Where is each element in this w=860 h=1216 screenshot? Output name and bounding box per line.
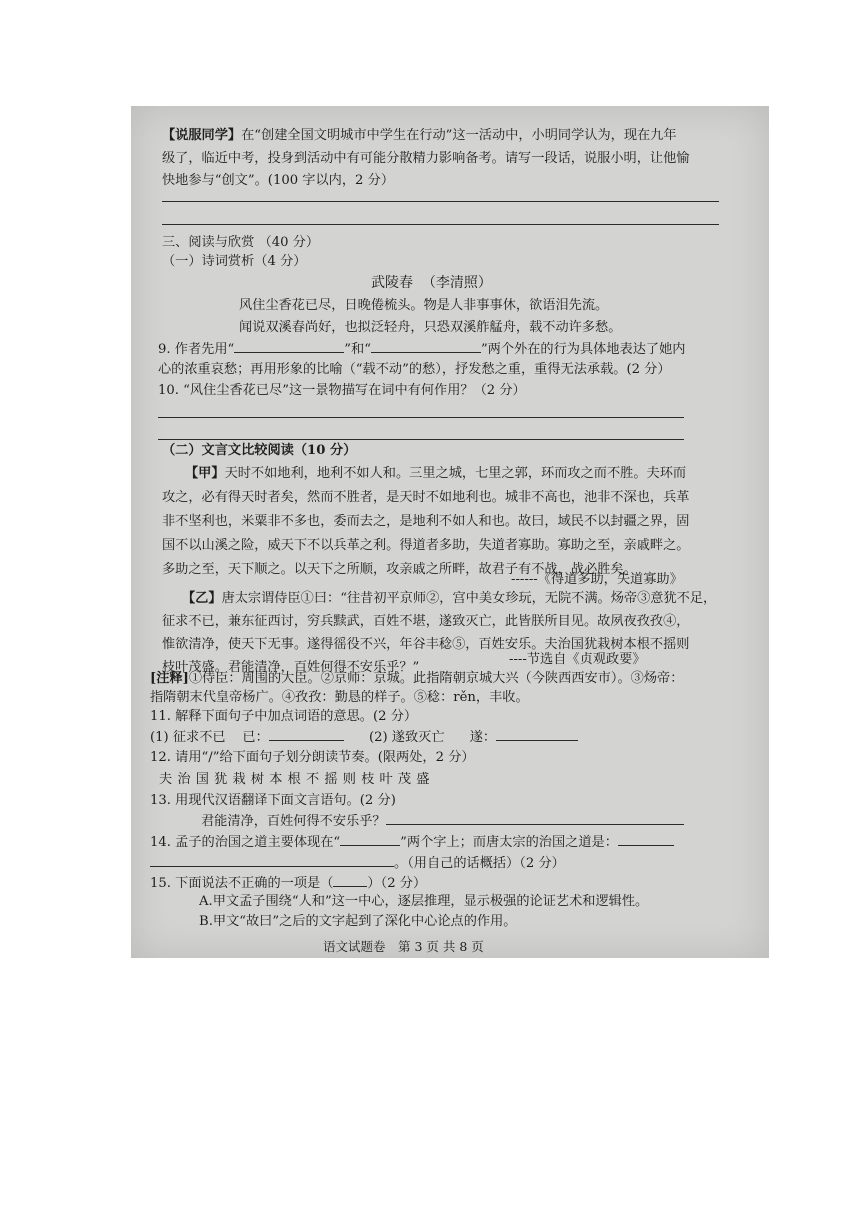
q15-stem: 15. 下面说法不正确的一项是（ xyxy=(150,876,334,891)
subsection-heading: （一）诗词赏析（4 分） xyxy=(162,254,307,269)
q11-blank-1[interactable] xyxy=(269,727,344,741)
yi-label: 【乙】 xyxy=(182,591,222,606)
q14-blank-2[interactable] xyxy=(618,832,674,846)
q9-text-b: ”和“ xyxy=(344,342,371,357)
q11-item-2-word: 遂： xyxy=(469,730,497,745)
jia-label: 【甲】 xyxy=(185,466,225,481)
jia-line-5: 多助之至，天下顺之。以天下之所顺，攻亲戚之所畔，故君子有不战，战必胜矣。 xyxy=(162,562,637,577)
persuade-label: 【说服同学】 xyxy=(162,128,242,143)
page-footer: 语文试题卷 第 3 页 共 8 页 xyxy=(323,939,484,954)
q15-stem-2: ）（2 分） xyxy=(367,876,427,891)
q9-blank-1[interactable] xyxy=(234,339,344,353)
jia-text-1: 天时不如地利，地利不如人和。三里之城，七里之郭，环而攻之而不胜。夫环而 xyxy=(224,466,687,481)
poem-title: 武陵春 xyxy=(371,275,413,291)
question-12: 12. 请用“/”给下面句子划分朗读节奏。(限两处，2 分） xyxy=(150,750,475,765)
answer-line[interactable] xyxy=(158,439,684,440)
q14-text-b: ”两个字上；而唐太宗的治国之道是： xyxy=(400,835,618,850)
yi-line-3: 惟欲清净，使天下无事。遂得徭役不兴，年谷丰稔⑤，百姓安乐。夫治国犹栽树本根不摇则 xyxy=(162,637,690,652)
yi-text-1: 唐太宗谓侍臣①曰：“往昔初平京师②，宫中美女珍玩，无院不满。炀帝③意犹不足， xyxy=(221,591,717,606)
question-13-sentence xyxy=(201,811,684,831)
question-9-line-2: 心的浓重哀愁；再用形象的比喻（“载不动”的愁），抒发愁之重，重得无法承载。(2 分） xyxy=(158,362,671,377)
exam-page xyxy=(131,106,769,958)
answer-line[interactable] xyxy=(158,417,684,418)
question-11: 11. 解释下面句子中加点词语的意思。(2 分） xyxy=(150,709,418,724)
jia-line-2: 攻之，必有得天时者矣，然而不胜者，是天时不如地利也。城非不高也，池非不深也，兵革 xyxy=(162,490,690,505)
poem-author: （李清照） xyxy=(421,275,492,291)
q13-sentence-text: 君能清净，百姓何得不安乐乎？ xyxy=(201,814,386,829)
yi-line-2: 征求不已，兼东征西讨，穷兵黩武，百姓不堪，遂致灭亡，此皆朕所目见。故夙夜孜孜④， xyxy=(162,614,690,629)
question-15 xyxy=(150,873,426,893)
q15-option-a: A.甲文孟子围绕“人和”这一中心，逐层推理，显示极强的论证艺术和逻辑性。 xyxy=(199,894,649,909)
q14-blank-1[interactable] xyxy=(340,832,400,846)
question-14-line-2 xyxy=(150,853,565,873)
q9-text-a: 9. 作者先用“ xyxy=(158,342,235,357)
q9-text-c: ”两个外在的行为具体地表达了她内 xyxy=(480,342,686,357)
q11-item-1-word: 已： xyxy=(242,730,269,745)
poem-line-1: 风住尘香花已尽，日晚倦梳头。物是人非事事休，欲语泪先流。 xyxy=(239,298,609,313)
subsection-heading-2: （二）文言文比较阅读（10 分） xyxy=(162,443,357,458)
q9-blank-2[interactable] xyxy=(371,339,481,353)
yi-line-4: 枝叶茂盛。君能清净，百姓何得不安乐乎？” xyxy=(162,660,420,675)
q11-blank-2[interactable] xyxy=(496,727,578,741)
yi-line-1 xyxy=(182,590,716,608)
q13-answer-blank[interactable] xyxy=(386,811,684,825)
jia-line-4: 国不以山溪之险，威天下不以兵革之利。得道者多助，失道者寡助。寡助之至，亲戚畔之。 xyxy=(162,538,690,553)
question-9 xyxy=(158,339,686,359)
question-10: 10. “风住尘香花已尽”这一景物描写在词中有何作用？（2 分） xyxy=(158,383,526,398)
q11-item-2: (2) 遂致灭亡 xyxy=(368,730,445,745)
answer-line[interactable] xyxy=(162,201,719,202)
persuade-text-1: 在“创建全国文明城市中学生在行动”这一活动中，小明同学认为，现在九年 xyxy=(241,128,677,143)
notes-line-1 xyxy=(150,670,683,688)
question-12-sentence: 夫 治 国 犹 栽 树 本 根 不 摇 则 枝 叶 茂 盛 xyxy=(159,772,430,787)
poem-line-2: 闻说双溪春尚好，也拟泛轻舟，只恐双溪舴艋舟，载不动许多愁。 xyxy=(239,320,622,335)
q15-answer-blank[interactable] xyxy=(333,873,367,887)
notes-line-2: 指隋朝末代皇帝杨广。④孜孜：勤恳的样子。⑤稔：rěn，丰收。 xyxy=(150,690,529,705)
jia-source: ------《得道多助，失道寡助》 xyxy=(511,572,683,587)
persuade-line-1 xyxy=(162,127,677,145)
jia-line-1 xyxy=(185,465,686,483)
jia-line-3: 非不坚利也，米粟非不多也，委而去之，是地利不如人和也。故曰，域民不以封疆之界，固 xyxy=(162,514,690,529)
answer-line[interactable] xyxy=(162,224,719,225)
q14-tail: 。（用自己的话概括）（2 分） xyxy=(394,856,565,871)
notes-label: [注释] xyxy=(150,671,189,686)
q14-text-a: 14. 孟子的治国之道主要体现在“ xyxy=(150,835,341,850)
question-13: 13. 用现代汉语翻译下面文言语句。(2 分) xyxy=(150,793,396,808)
notes-text-1: ①侍臣：周围的大臣。②京师：京城。此指隋朝京城大兴（今陕西西安市）。③炀帝： xyxy=(188,671,684,686)
q11-item-1: (1) 征求不已 xyxy=(150,730,226,745)
persuade-line-3: 快地参与“创文”。(100 字以内，2 分） xyxy=(162,173,395,188)
question-11-items xyxy=(150,727,578,747)
question-14 xyxy=(150,832,674,852)
q14-blank-3[interactable] xyxy=(150,853,394,867)
persuade-line-2: 级了，临近中考，投身到活动中有可能分散精力影响备考。请写一段话，说服小明，让他愉 xyxy=(162,151,690,166)
section-heading: 三、阅读与欣赏 （40 分） xyxy=(162,235,320,250)
q15-option-b: B.甲文“故曰”之后的文字起到了深化中心论点的作用。 xyxy=(199,914,517,929)
yi-source: ----节选自《贞观政要》 xyxy=(509,652,646,667)
poem-title-line xyxy=(371,274,492,292)
